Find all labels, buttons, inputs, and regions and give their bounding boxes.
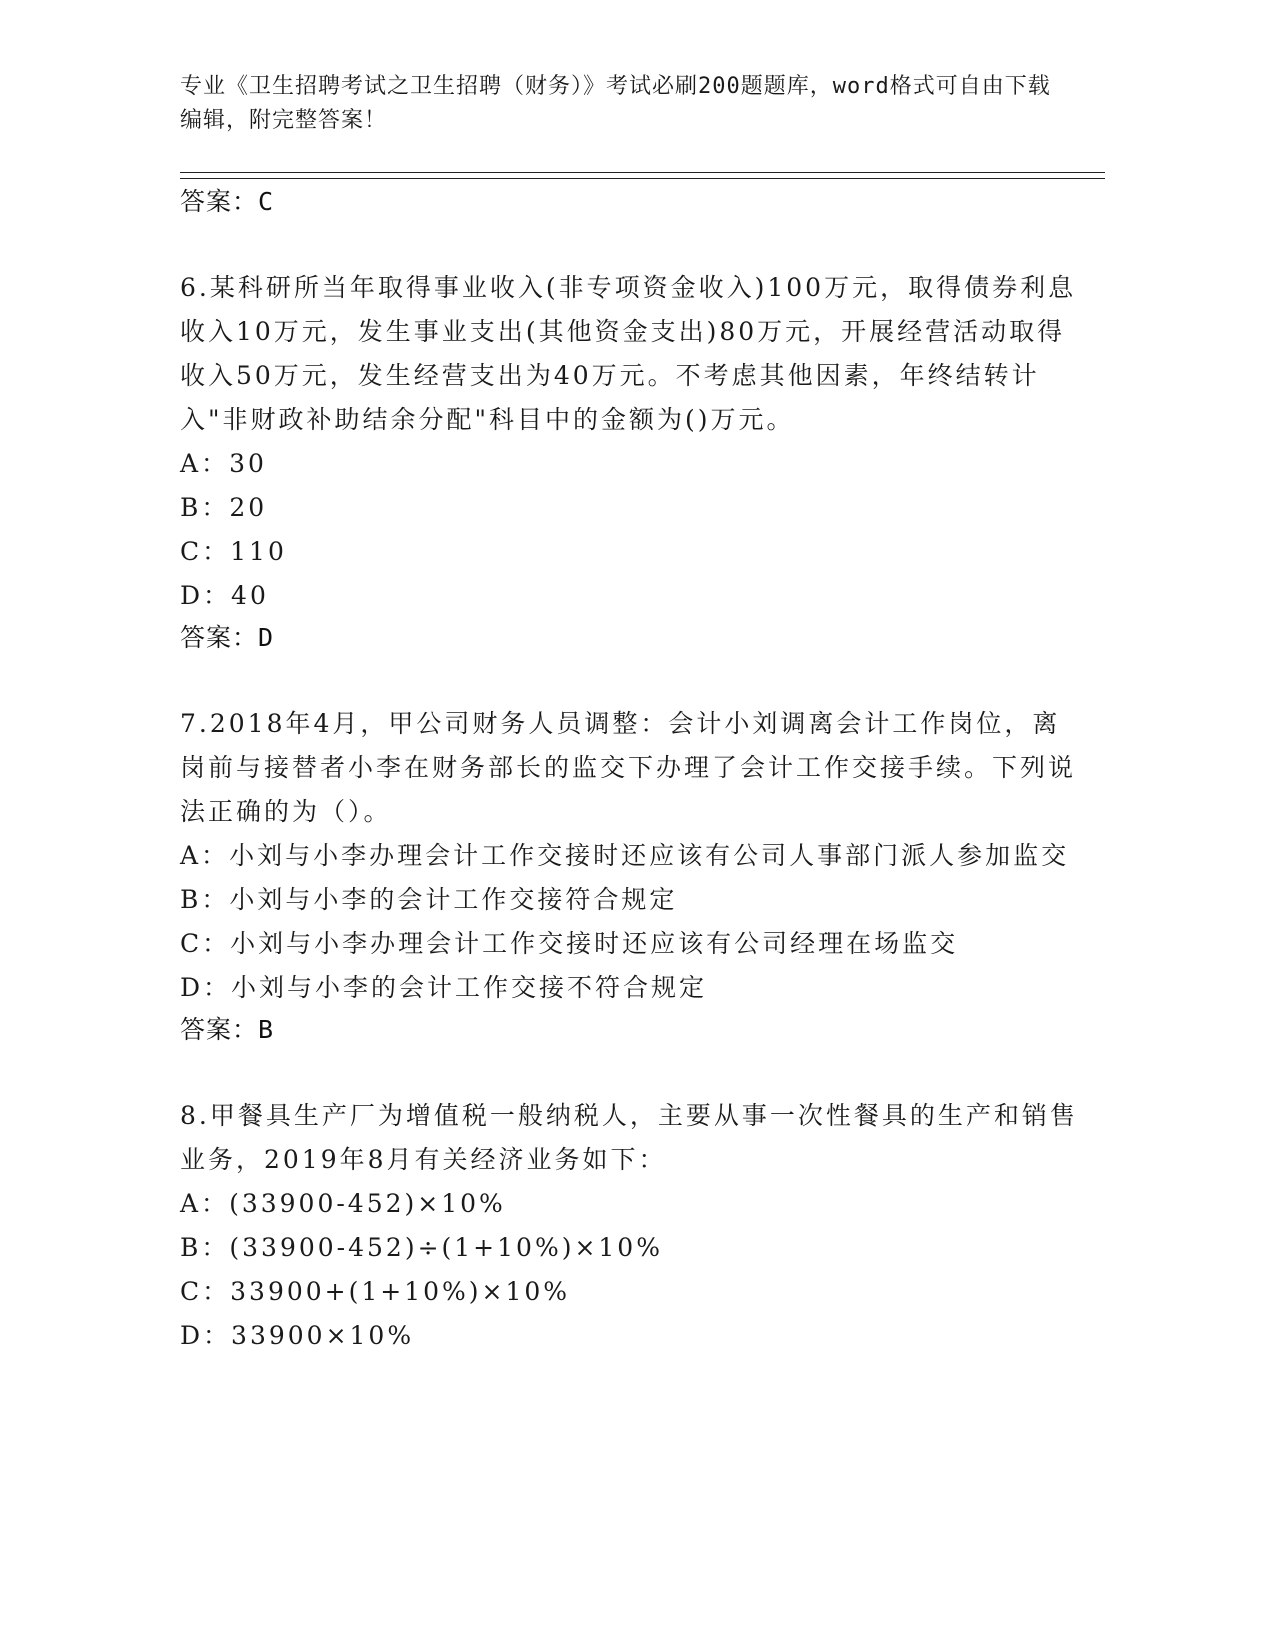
option-d xyxy=(180,1314,1080,1358)
option-text: (33900-452)÷(1+10%)×10% xyxy=(229,1233,663,1262)
option-b xyxy=(180,1226,1080,1270)
answer-line: 答案：D xyxy=(180,623,275,652)
option-label: B： xyxy=(180,1233,230,1262)
question-8 xyxy=(180,1094,1080,1358)
option-label: A： xyxy=(180,1189,230,1218)
document-body xyxy=(180,182,1080,1358)
option-d xyxy=(180,966,1080,1010)
option-a xyxy=(180,442,1080,486)
option-text: 33900+(1+10%)×10% xyxy=(230,1277,571,1306)
option-c xyxy=(180,922,1080,966)
option-label: A： xyxy=(180,841,230,870)
option-text: 40 xyxy=(231,581,269,610)
option-b xyxy=(180,486,1080,530)
option-c xyxy=(180,530,1080,574)
option-text: 小刘与小李办理会计工作交接时还应该有公司人事部门派人参加监交 xyxy=(229,841,1070,870)
question-stem: 6.某科研所当年取得事业收入(非专项资金收入)100万元，取得债券利息收入10万元，发生事业支出(其他资金支出)80万元，开展经营活动取得收入50万元，发生经营支出为40万元。不考虑其他因素，年终结转计入"非财政补助结余分配"科目中的金额为()万元。 xyxy=(180,273,1077,434)
option-label: C： xyxy=(180,537,231,566)
question-7 xyxy=(180,702,1080,1050)
option-c xyxy=(180,1270,1080,1314)
option-text: (33900-452)×10% xyxy=(229,1189,506,1218)
option-a xyxy=(180,834,1080,878)
option-a xyxy=(180,1182,1080,1226)
option-text: 30 xyxy=(229,449,267,478)
option-label: A： xyxy=(180,449,230,478)
option-label: B： xyxy=(180,885,230,914)
option-d xyxy=(180,574,1080,618)
option-label: D： xyxy=(180,973,232,1002)
question-stem: 8.甲餐具生产厂为增值税一般纳税人，主要从事一次性餐具的生产和销售业务，2019年8月有关经济业务如下： xyxy=(180,1101,1078,1174)
answer-line: 答案：C xyxy=(180,187,275,216)
question-stem: 7.2018年4月，甲公司财务人员调整：会计小刘调离会计工作岗位，离岗前与接替者小李在财务部长的监交下办理了会计工作交接手续。下列说法正确的为（）。 xyxy=(180,709,1077,826)
option-label: D： xyxy=(180,1321,232,1350)
option-label: D： xyxy=(180,581,232,610)
option-text: 小刘与小李的会计工作交接符合规定 xyxy=(229,885,678,914)
option-text: 110 xyxy=(230,537,287,566)
option-text: 33900×10% xyxy=(231,1321,415,1350)
option-b xyxy=(180,878,1080,922)
option-text: 20 xyxy=(229,493,268,522)
option-text: 小刘与小李的会计工作交接不符合规定 xyxy=(231,973,708,1002)
document-header: 专业《卫生招聘考试之卫生招聘（财务）》考试必刷200题题库，word格式可自由下载编辑，附完整答案！ xyxy=(180,74,1051,133)
option-text: 小刘与小李办理会计工作交接时还应该有公司经理在场监交 xyxy=(230,929,959,958)
option-label: C： xyxy=(180,929,231,958)
header-divider-bottom xyxy=(180,178,1105,179)
option-label: B： xyxy=(180,493,230,522)
answer-line: 答案：B xyxy=(180,1015,275,1044)
question-6 xyxy=(180,266,1080,658)
option-label: C： xyxy=(180,1277,231,1306)
header-divider-top xyxy=(180,172,1105,173)
